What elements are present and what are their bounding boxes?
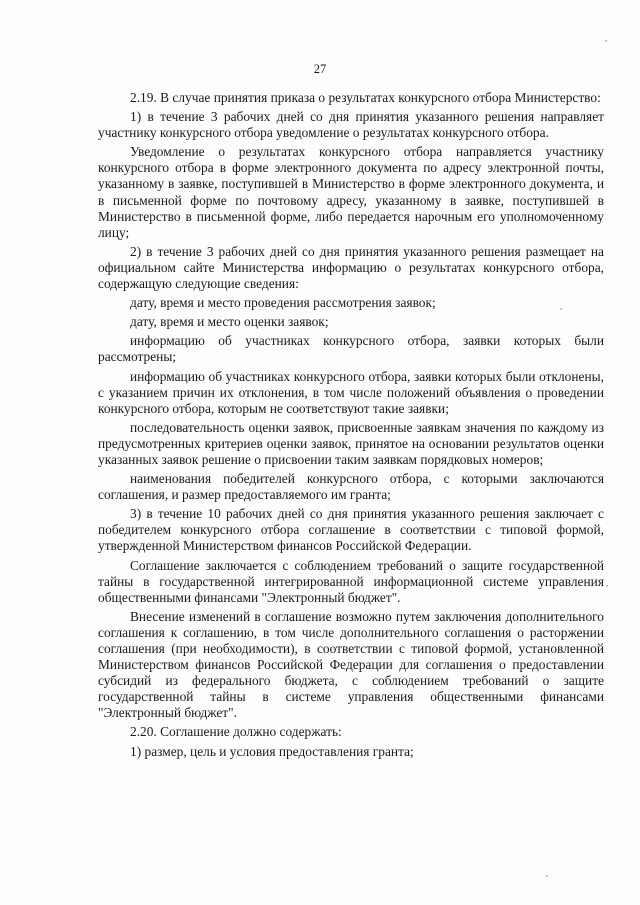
scan-speck [606, 585, 608, 587]
paragraph: Внесение изменений в соглашение возможно путем заключения дополнительного соглашения к соглашению, в том числе дополнительного соглашения о расторжении соглашения (при необходимости), в соответствии с типовой формой, установленной Министерством финансов Российской Федерации для соглашения о предоставлении субсидий из федерального бюджета, с соблюдением требований о защите государственной тайны в системе управления общественными финансами "Электронный бюджет". [98, 608, 604, 721]
scan-speck [546, 875, 548, 877]
paragraph: информацию об участниках конкурсного отбора, заявки которых были рассмотрены; [98, 333, 604, 365]
paragraph: 2) в течение 3 рабочих дней со дня принятия указанного решения размещает на официальном сайте Министерства информацию о результатах конкурсного отбора, содержащую следующие сведения: [98, 243, 604, 292]
document-body [98, 90, 604, 763]
paragraph: Уведомление о результатах конкурсного отбора направляется участнику конкурсного отбора в форме электронного документа по адресу электронной почты, указанному в заявке, поступившей в Министерство в форме электронного документа, и в письменной форме по почтовому адресу, указанному в заявке, поступившей в Министерство в письменной форме, либо передается нарочным его уполномоченному лицу; [98, 144, 604, 240]
paragraph: информацию об участниках конкурсного отбора, заявки которых были отклонены, с указанием причин их отклонения, в том числе положений объявления о проведении конкурсного отбора, которым не соответствуют такие заявки; [98, 368, 604, 416]
paragraph: дату, время и место проведения рассмотрения заявок; [130, 295, 436, 311]
paragraph: наименования победителей конкурсного отбора, с которыми заключаются соглашения, и размер предоставляемого им гранта; [98, 471, 604, 503]
paragraph: 1) в течение 3 рабочих дней со дня принятия указанного решения направляет участнику конкурсного отбора уведомление о результатах конкурсного отбора. [98, 109, 604, 141]
paragraph: 1) размер, цель и условия предоставления гранта; [130, 743, 414, 759]
paragraph: 3) в течение 10 рабочих дней со дня принятия указанного решения заключает с победителем конкурсного отбора соглашение в соответствии с типовой формой, утвержденной Министерством финансов Российской Федерации. [98, 506, 604, 554]
paragraph: 2.19. В случае принятия приказа о результатах конкурсного отбора Министерство: [130, 90, 601, 105]
paragraph: последовательность оценки заявок, присвоенные заявкам значения по каждому из предусмотренных критериев оценки заявок, принятое на основании результатов оценки указанных заявок решение о присвоении таким заявкам порядковых номеров; [98, 419, 604, 467]
scan-speck [605, 40, 607, 42]
paragraph: 2.20. Соглашение должно содержать: [130, 724, 342, 740]
page-number: 27 [313, 62, 327, 76]
paragraph: Соглашение заключается с соблюдением требований о защите государственной тайны в государственной интегрированной информационной системе управления общественными финансами "Электронный бюджет". [98, 557, 604, 605]
scan-speck [560, 308, 562, 310]
paragraph: дату, время и место оценки заявок; [130, 314, 329, 330]
